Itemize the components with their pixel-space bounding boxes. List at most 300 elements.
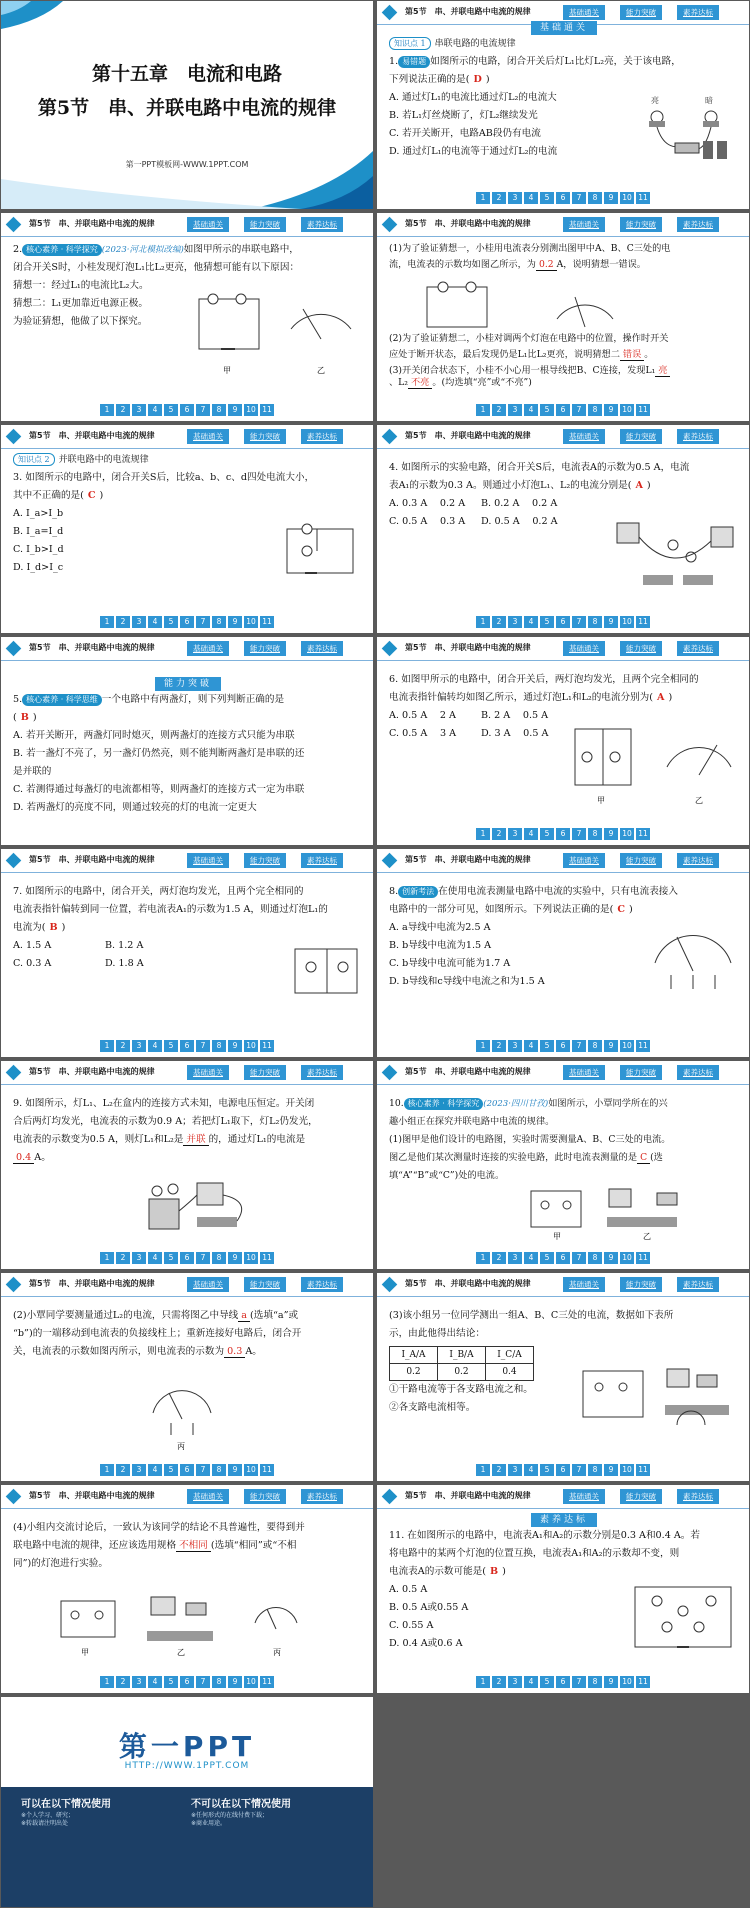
page-link[interactable]: 10: [244, 1252, 258, 1264]
slide-q10-part4: 第5节 串、并联电路中电流的规律 基础通关 能力突破 素养达标 (4)小组内交流讨论后，一致认为该同学的结论不具普遍性，要得到并 联电路中电流的规律，还应该选用规格 不相同 (选填“相同”或“不相 同”)的灯泡进行实验。 甲 乙 丙 1 2 3 4 5 6 7 8 9 10 11: [1, 1485, 373, 1693]
page-link[interactable]: 6: [180, 616, 194, 628]
slide-header: [377, 849, 749, 873]
page-link[interactable]: 8: [212, 1252, 226, 1264]
section-title: 第5节 串、并联电路中电流的规律: [37, 97, 337, 119]
slide-header: [1, 1273, 373, 1297]
page-link[interactable]: 9: [604, 192, 618, 204]
page-link[interactable]: 4: [148, 1464, 162, 1476]
page-link[interactable]: 11: [260, 616, 274, 628]
tab-basic[interactable]: 基础通关: [563, 1277, 605, 1292]
page-link[interactable]: 9: [604, 1676, 618, 1688]
footer-slide: [1, 1697, 373, 1907]
circuit-figure: [613, 517, 741, 595]
header-title: 第5节 串、并联电路中电流的规律: [405, 1491, 531, 1500]
answer-blank: C: [637, 1152, 650, 1164]
header-title: 第5节 串、并联电路中电流的规律: [29, 643, 155, 652]
page-link[interactable]: 11: [636, 192, 650, 204]
tab-literacy[interactable]: 素养达标: [301, 641, 343, 656]
page-link[interactable]: 5: [164, 404, 178, 416]
answer-blank: 错误: [620, 349, 644, 361]
page-link[interactable]: 10: [620, 192, 634, 204]
tab-literacy[interactable]: 素养达标: [677, 853, 719, 868]
circuit-figure: [577, 1365, 737, 1445]
diamond-icon: [382, 641, 398, 657]
header-title: 第5节 串、并联电路中电流的规律: [29, 431, 155, 440]
page-link[interactable]: 1: [476, 1040, 490, 1052]
slide-q6: 第5节 串、并联电路中电流的规律 基础通关 能力突破 素养达标 6. 如图甲所示的电路中，闭合开关后，两灯泡均发光，且两个完全相同的 电流表指针偏转均如图乙所示，通过灯泡L₁和L₂的电流分别为( A ) A. 0.5 A 2 A B. 2 A 0.5 A C. 0.5 A 3 A D. 3 A 0.5 A 甲 乙 1 2 3 4 5 6 7 8 9 10 11: [377, 637, 749, 845]
page-link[interactable]: 4: [524, 1464, 538, 1476]
page-link[interactable]: 11: [260, 404, 274, 416]
page-link[interactable]: 8: [588, 1464, 602, 1476]
page-link[interactable]: 8: [212, 616, 226, 628]
diamond-icon: [382, 5, 398, 21]
page-link[interactable]: 6: [180, 1676, 194, 1688]
slide-q7: 第5节 串、并联电路中电流的规律 基础通关 能力突破 素养达标 7. 如图所示的电路中，闭合开关，两灯泡均发光，且两个完全相同的 电流表指针偏转到同一位置，若电流表A₁的示数为1.5 A，则通过灯泡L₁的 电流为( B ) A. 1.5 A B. 1.2 A C. 0.3 A D. 1.8 A 1 2 3 4 5 6 7 8 9 10 11: [1, 849, 373, 1057]
slide-header: [377, 213, 749, 237]
page-link[interactable]: 1: [100, 404, 114, 416]
slide-q3: 第5节 串、并联电路中电流的规律 基础通关 能力突破 素养达标 知识点 2 并联电路中的电流规律 3. 如图所示的电路中，闭合开关S后，比较a、b、c、d四处电流大小， 其中不正确的是( C ) A. I_a>I_b B. I_a=I_d C. I_b>I_d D. I_d>I_c 1 2 3 4 5 6 7 8 9 10 11: [1, 425, 373, 633]
page-link[interactable]: 4: [524, 404, 538, 416]
diamond-icon: [382, 217, 398, 233]
page-link[interactable]: 11: [636, 1464, 650, 1476]
page-link[interactable]: 2: [116, 1252, 130, 1264]
page-link[interactable]: 1: [476, 1676, 490, 1688]
page-link[interactable]: 8: [588, 404, 602, 416]
page-link[interactable]: 7: [572, 404, 586, 416]
page-link[interactable]: 5: [540, 192, 554, 204]
page-link[interactable]: 9: [604, 1040, 618, 1052]
page-link[interactable]: 7: [196, 404, 210, 416]
page-link[interactable]: 1: [476, 828, 490, 840]
page-link[interactable]: 1: [476, 1252, 490, 1264]
page-link[interactable]: 6: [556, 616, 570, 628]
page-link[interactable]: 3: [508, 616, 522, 628]
slide-header: [377, 425, 749, 449]
tab-literacy[interactable]: 素养达标: [677, 5, 719, 20]
svg-text:亮: 亮: [651, 96, 659, 105]
page-link[interactable]: 7: [572, 828, 586, 840]
page-link[interactable]: 11: [260, 1040, 274, 1052]
tab-literacy[interactable]: 素养达标: [301, 853, 343, 868]
page-link[interactable]: 1: [476, 1464, 490, 1476]
tab-literacy[interactable]: 素养达标: [677, 641, 719, 656]
table-header: I_C/A: [486, 1347, 534, 1364]
svg-text:甲: 甲: [553, 1232, 561, 1241]
page-link[interactable]: 3: [132, 1252, 146, 1264]
page-link[interactable]: 2: [492, 192, 506, 204]
circuit-figure: [567, 723, 739, 807]
page-link[interactable]: 3: [508, 1040, 522, 1052]
page-link[interactable]: 7: [196, 1252, 210, 1264]
page-link[interactable]: 10: [620, 616, 634, 628]
page-link[interactable]: 2: [116, 1464, 130, 1476]
page-link[interactable]: 1: [476, 404, 490, 416]
page-link[interactable]: 8: [212, 1464, 226, 1476]
svg-text:乙: 乙: [317, 366, 325, 375]
slide-q1: 第5节 串、并联电路中电流的规律 基础通关 能力突破 素养达标 基础通关 知识点 1 串联电路的电流规律 1. 易错题 如图所示的电路，闭合开关后灯L₁比灯L₂亮，关于该电路， 下列说法正确的是( D ) A. 通过灯L₁的电流比通过灯L₂的电流大 B. 若L₁灯丝烧断了，灯L₂继续发光 C. 若开关断开，电路AB段仍有电流 D. 通过灯L₁的电流等于通过灯L₂的电流 亮 暗 1 2 3 4 5 6 7 8 9 10 11: [377, 1, 749, 209]
page-link[interactable]: 7: [572, 1040, 586, 1052]
diamond-icon: [6, 1277, 22, 1293]
page-link[interactable]: 9: [604, 616, 618, 628]
pagination: [377, 616, 749, 628]
page-link[interactable]: 1: [100, 616, 114, 628]
page-link[interactable]: 9: [228, 1040, 242, 1052]
slide-q10-part3: 第5节 串、并联电路中电流的规律 基础通关 能力突破 素养达标 (3)该小组另一位同学测出一组A、B、C三处的电流，数据如下表所 示，由此他得出结论： I_A/A I_B/A I_C/A 0.2 0.2 0.4 ①干路电流等于各支路电流之和。 ②各支路电流相等。 1 2 3 4 5 6 7 8 9 10 11: [377, 1273, 749, 1481]
tab-basic[interactable]: 基础通关: [187, 853, 229, 868]
page-link[interactable]: 3: [508, 1464, 522, 1476]
page-link[interactable]: 9: [228, 1252, 242, 1264]
tab-ability[interactable]: 能力突破: [620, 1277, 662, 1292]
tab-literacy[interactable]: 素养达标: [301, 429, 343, 444]
page-link[interactable]: 7: [572, 192, 586, 204]
page-link[interactable]: 11: [636, 404, 650, 416]
ammeter-figure: [647, 923, 739, 993]
page-link[interactable]: 5: [540, 1464, 554, 1476]
page-link[interactable]: 11: [636, 1676, 650, 1688]
page-link[interactable]: 9: [604, 1252, 618, 1264]
diamond-icon: [6, 217, 22, 233]
tab-ability[interactable]: 能力突破: [620, 217, 662, 232]
answer: D: [473, 74, 482, 85]
page-link[interactable]: 11: [636, 616, 650, 628]
tag-badge: 核心素养 · 科学探究: [404, 1098, 484, 1110]
circuit-figure: [41, 1591, 351, 1661]
page-link[interactable]: 7: [196, 616, 210, 628]
page-link[interactable]: 5: [540, 616, 554, 628]
knowledge-point: 知识点 2 并联电路中的电流规律: [13, 451, 363, 469]
page-link[interactable]: 7: [196, 1040, 210, 1052]
page-link[interactable]: 10: [620, 1040, 634, 1052]
page-link[interactable]: 6: [556, 828, 570, 840]
slide-header: [1, 425, 373, 449]
page-link[interactable]: 6: [180, 1464, 194, 1476]
table-cell: 0.4: [486, 1364, 534, 1381]
page-link[interactable]: 3: [508, 192, 522, 204]
tab-ability[interactable]: 能力突破: [620, 1065, 662, 1080]
section-banner: 基础通关: [531, 21, 597, 35]
page-link[interactable]: 3: [132, 1464, 146, 1476]
page-link[interactable]: 8: [588, 192, 602, 204]
page-link[interactable]: 5: [540, 1676, 554, 1688]
circuit-figure: [635, 93, 739, 163]
ammeter-figure: [147, 1377, 217, 1451]
slide-q8: 第5节 串、并联电路中电流的规律 基础通关 能力突破 素养达标 8. 创新考法 在使用电流表测量电路中电流的实验中，只有电流表接入 电路中的一部分可见，如图所示。下列说法正确的是( C ) A. a导线中电流为2.5 A B. b导线中电流为1.5 A C. b导线中电流可能为1.7 A D. b导线和c导线中电流之和为1.5 A 1 2 3 4 5 6 7 8 9 10 11: [377, 849, 749, 1057]
tab-literacy[interactable]: 素养达标: [301, 1065, 343, 1080]
slide-header: [1, 1485, 373, 1509]
tag-badge: 易错题: [398, 56, 430, 68]
page-link[interactable]: 4: [148, 1040, 162, 1052]
page-link[interactable]: 5: [540, 404, 554, 416]
page-link[interactable]: 2: [492, 1040, 506, 1052]
page-link[interactable]: 4: [524, 828, 538, 840]
slide-q2-cont: 第5节 串、并联电路中电流的规律 基础通关 能力突破 素养达标 (1)为了验证猜想一，小桂用电流表分别测出图甲中A、B、C三处的电 流，电流表的示数均如图乙所示，为 0.2 A，说明猜想一错误。 (2)为了验证猜想二，小桂对调两个灯泡在电路中的位置，操作时开关 应处于断开状态，最后发现仍是L₁比L₂更亮，说明猜想二 错误 。 (3)开关闭合状态下，小桂不小心用一根导线把B、C连接，发现L₁ 亮 、L₂ 不亮 。(均选填“亮”或“不亮”) 1 2 3 4 5 6 7 8 9 10 11: [377, 213, 749, 421]
page-link[interactable]: 3: [508, 1676, 522, 1688]
diamond-icon: [6, 429, 22, 445]
pagination: [377, 1252, 749, 1264]
page-link[interactable]: 7: [572, 1676, 586, 1688]
tab-basic[interactable]: 基础通关: [187, 429, 229, 444]
tab-ability[interactable]: 能力突破: [244, 853, 286, 868]
page-link[interactable]: 2: [116, 404, 130, 416]
page-link[interactable]: 2: [492, 616, 506, 628]
svg-text:乙: 乙: [643, 1232, 651, 1241]
page-link[interactable]: 11: [636, 1252, 650, 1264]
answer: A: [657, 692, 665, 703]
page-link[interactable]: 1: [100, 1676, 114, 1688]
tab-basic[interactable]: 基础通关: [563, 5, 605, 20]
diamond-icon: [382, 429, 398, 445]
page-link[interactable]: 6: [556, 1676, 570, 1688]
page-link[interactable]: 3: [132, 616, 146, 628]
page-link[interactable]: 6: [556, 404, 570, 416]
diamond-icon: [382, 1489, 398, 1505]
page-link[interactable]: 2: [116, 1040, 130, 1052]
page-link[interactable]: 10: [620, 1676, 634, 1688]
page-link[interactable]: 8: [588, 1676, 602, 1688]
slide-q2: 第5节 串、并联电路中电流的规律 基础通关 能力突破 素养达标 2. 核心素养 · 科学探究 (2023·河北模拟改编)如图甲所示的串联电路中， 闭合开关S时，小桂发现灯泡L₁比L₂更亮，他猜想可能有以下原因： 猜想一：经过L₁的电流比L₂大。 猜想二：L₁更加靠近电源正极。 为验证猜想，他做了以下探究。 甲 乙 1 2 3 4 5 6 7 8 9 10 11: [1, 213, 373, 421]
page-link[interactable]: 9: [604, 404, 618, 416]
page-link[interactable]: 6: [556, 1040, 570, 1052]
knowledge-point: 知识点 1 串联电路的电流规律: [389, 35, 739, 53]
tab-literacy[interactable]: 素养达标: [301, 217, 343, 232]
tab-literacy[interactable]: 素养达标: [677, 429, 719, 444]
diamond-icon: [6, 853, 22, 869]
diamond-icon: [6, 641, 22, 657]
page-link[interactable]: 8: [212, 1676, 226, 1688]
page-link[interactable]: 9: [228, 1676, 242, 1688]
page-link[interactable]: 2: [116, 1676, 130, 1688]
tab-literacy[interactable]: 素养达标: [677, 217, 719, 232]
page-link[interactable]: 8: [212, 1040, 226, 1052]
page-link[interactable]: 7: [196, 1676, 210, 1688]
page-link[interactable]: 10: [620, 1252, 634, 1264]
section-banner: 能力突破: [155, 677, 221, 691]
page-link[interactable]: 10: [620, 1464, 634, 1476]
pagination: [1, 1464, 373, 1476]
page-link[interactable]: 4: [524, 616, 538, 628]
tab-literacy[interactable]: 素养达标: [301, 1489, 343, 1504]
page-link[interactable]: 2: [492, 1252, 506, 1264]
tab-ability[interactable]: 能力突破: [244, 217, 286, 232]
circuit-figure: [627, 1581, 739, 1659]
tab-basic[interactable]: 基础通关: [187, 217, 229, 232]
page-link[interactable]: 10: [620, 828, 634, 840]
page-link[interactable]: 1: [100, 1464, 114, 1476]
tab-ability[interactable]: 能力突破: [244, 1489, 286, 1504]
can-use-item: ※个人学习、研究；: [21, 1812, 75, 1819]
page-link[interactable]: 1: [476, 192, 490, 204]
tab-literacy[interactable]: 素养达标: [677, 1489, 719, 1504]
page-link[interactable]: 10: [244, 1676, 258, 1688]
page-link[interactable]: 8: [212, 404, 226, 416]
svg-text:丙: 丙: [273, 1648, 281, 1657]
circuit-figure: [277, 521, 363, 585]
tab-ability[interactable]: 能力突破: [620, 5, 662, 20]
answer-blank: 0.4: [13, 1152, 34, 1164]
page-link[interactable]: 8: [588, 616, 602, 628]
page-link[interactable]: 3: [508, 404, 522, 416]
tab-basic[interactable]: 基础通关: [563, 853, 605, 868]
table-cell: 0.2: [438, 1364, 486, 1381]
diamond-icon: [6, 1065, 22, 1081]
tab-ability[interactable]: 能力突破: [620, 1489, 662, 1504]
page-link[interactable]: 6: [180, 1252, 194, 1264]
answer-blank: 0.3: [224, 1346, 245, 1358]
page-link[interactable]: 7: [196, 1464, 210, 1476]
page-link[interactable]: 8: [588, 828, 602, 840]
circuit-figure: [141, 1171, 261, 1237]
page-link[interactable]: 10: [244, 404, 258, 416]
tab-ability[interactable]: 能力突破: [620, 429, 662, 444]
slide-q9: 第5节 串、并联电路中电流的规律 基础通关 能力突破 素养达标 9. 如图所示，灯L₁、L₂在盒内的连接方式未知，电源电压恒定。开关闭 合后两灯均发光，电流表的示数为0.9 A；若把灯L₁取下，灯L₂仍发光， 电流表的示数变为0.5 A，则灯L₁和L₂是 并联 的，通过灯L₁的电流是 0.4 A。 1 2 3 4 5 6 7 8 9 10 11: [1, 1061, 373, 1269]
slide-header: [1, 637, 373, 661]
page-link[interactable]: 5: [540, 1252, 554, 1264]
tab-basic[interactable]: 基础通关: [563, 217, 605, 232]
page-link[interactable]: 4: [148, 616, 162, 628]
section-banner: 素养达标: [531, 1513, 597, 1527]
page-link[interactable]: 9: [604, 828, 618, 840]
answer: C: [87, 490, 96, 501]
can-use-title: 可以在以下情况使用: [21, 1799, 111, 1810]
tab-basic[interactable]: 基础通关: [187, 1277, 229, 1292]
tab-literacy[interactable]: 素养达标: [677, 1277, 719, 1292]
tab-ability[interactable]: 能力突破: [244, 1065, 286, 1080]
page-link[interactable]: 2: [492, 1464, 506, 1476]
page-link[interactable]: 5: [164, 1464, 178, 1476]
tab-basic[interactable]: 基础通关: [563, 429, 605, 444]
page-link[interactable]: 6: [556, 1464, 570, 1476]
diamond-icon: [6, 1489, 22, 1505]
page-link[interactable]: 10: [244, 1464, 258, 1476]
page-link[interactable]: 5: [164, 616, 178, 628]
page-link[interactable]: 2: [492, 1676, 506, 1688]
diamond-icon: [382, 853, 398, 869]
page-link[interactable]: 10: [244, 1040, 258, 1052]
page-link[interactable]: 11: [260, 1252, 274, 1264]
page-link[interactable]: 3: [132, 404, 146, 416]
answer: B: [20, 712, 29, 723]
header-title: 第5节 串、并联电路中电流的规律: [405, 1067, 531, 1076]
slide-q11: 第5节 串、并联电路中电流的规律 基础通关 能力突破 素养达标 素养达标 11. 在如图所示的电路中，电流表A₁和A₂的示数分别是0.3 A和0.4 A。若 将电路中的某两个灯泡的位置互换，电流表A₁和A₂的示数却不变，则 电流表A的示数可能是( B ) A. 0.5 A B. 0.5 A或0.55 A C. 0.55 A D. 0.4 A或0.6 A 1 2 3 4 5 6 7 8 9 10 11: [377, 1485, 749, 1693]
header-title: 第5节 串、并联电路中电流的规律: [29, 219, 155, 228]
tab-ability[interactable]: 能力突破: [620, 641, 662, 656]
pagination: [1, 1676, 373, 1688]
page-link[interactable]: 2: [116, 616, 130, 628]
page-link[interactable]: 7: [572, 616, 586, 628]
page-link[interactable]: 4: [524, 1252, 538, 1264]
page-link[interactable]: 10: [244, 616, 258, 628]
tab-basic[interactable]: 基础通关: [563, 1489, 605, 1504]
slide-header: [1, 1061, 373, 1085]
tab-ability[interactable]: 能力突破: [244, 1277, 286, 1292]
page-link[interactable]: 6: [556, 192, 570, 204]
page-link[interactable]: 5: [540, 1040, 554, 1052]
tab-basic[interactable]: 基础通关: [187, 1065, 229, 1080]
page-link[interactable]: 11: [636, 1040, 650, 1052]
page-link[interactable]: 8: [588, 1252, 602, 1264]
header-title: 第5节 串、并联电路中电流的规律: [405, 855, 531, 864]
header-title: 第5节 串、并联电路中电流的规律: [405, 219, 531, 228]
page-link[interactable]: 4: [148, 1252, 162, 1264]
pagination: [377, 1464, 749, 1476]
page-link[interactable]: 2: [492, 828, 506, 840]
slide-q10-part2: 第5节 串、并联电路中电流的规律 基础通关 能力突破 素养达标 (2)小覃同学要测量通过L₂的电流，只需将图乙中导线 a (选填“a”或 “b”)的一端移动到电流表的负接线柱上；重新连接好电路后，闭合开 关，电流表的示数如图丙所示，则电流表的示数为 0.3 A。 丙 1 2 3 4 5 6 7 8 9 10 11: [1, 1273, 373, 1481]
table-header: I_A/A: [390, 1347, 438, 1364]
tab-basic[interactable]: 基础通关: [563, 641, 605, 656]
page-link[interactable]: 5: [164, 1676, 178, 1688]
page-link[interactable]: 3: [508, 828, 522, 840]
page-link[interactable]: 5: [164, 1252, 178, 1264]
tab-literacy[interactable]: 素养达标: [301, 1277, 343, 1292]
page-link[interactable]: 4: [148, 404, 162, 416]
page-link[interactable]: 9: [228, 1464, 242, 1476]
page-link[interactable]: 10: [620, 404, 634, 416]
tab-ability[interactable]: 能力突破: [244, 429, 286, 444]
page-link[interactable]: 1: [100, 1040, 114, 1052]
page-link[interactable]: 9: [604, 1464, 618, 1476]
page-link[interactable]: 4: [524, 1040, 538, 1052]
answer: A: [635, 480, 643, 491]
page-link[interactable]: 11: [636, 828, 650, 840]
tab-literacy[interactable]: 素养达标: [677, 1065, 719, 1080]
page-link[interactable]: 5: [540, 828, 554, 840]
pagination: [377, 404, 749, 416]
slide-header: [377, 1485, 749, 1509]
page-link[interactable]: 3: [508, 1252, 522, 1264]
page-link[interactable]: 6: [180, 1040, 194, 1052]
page-link[interactable]: 7: [572, 1464, 586, 1476]
page-link[interactable]: 1: [476, 616, 490, 628]
header-title: 第5节 串、并联电路中电流的规律: [405, 643, 531, 652]
page-link[interactable]: 3: [132, 1040, 146, 1052]
page-link[interactable]: 9: [228, 404, 242, 416]
page-link[interactable]: 2: [492, 404, 506, 416]
page-link[interactable]: 1: [100, 1252, 114, 1264]
tab-ability[interactable]: 能力突破: [244, 641, 286, 656]
page-link[interactable]: 9: [228, 616, 242, 628]
answer-blank: 不相同: [176, 1540, 211, 1552]
tab-basic[interactable]: 基础通关: [187, 641, 229, 656]
circuit-figure: [289, 943, 363, 1001]
data-table: [389, 1346, 534, 1381]
page-link[interactable]: 6: [556, 1252, 570, 1264]
page-link[interactable]: 7: [572, 1252, 586, 1264]
svg-text:甲: 甲: [597, 796, 605, 805]
answer-blank: 0.2: [536, 259, 557, 271]
page-link[interactable]: 11: [260, 1464, 274, 1476]
pagination: [377, 1676, 749, 1688]
page-link[interactable]: 4: [524, 192, 538, 204]
svg-text:乙: 乙: [695, 796, 703, 805]
page-link[interactable]: 4: [524, 1676, 538, 1688]
title-wave-decoration: [1, 1, 373, 209]
page-link[interactable]: 3: [132, 1676, 146, 1688]
page-link[interactable]: 6: [180, 404, 194, 416]
tab-ability[interactable]: 能力突破: [620, 853, 662, 868]
slide-q5: 第5节 串、并联电路中电流的规律 基础通关 能力突破 素养达标 能力突破 5. 核心素养 · 科学思维 一个电路中有两盏灯，则下列判断正确的是 ( B ) A. 若开关断开，两盏灯同时熄灭，则两盏灯的连接方式只能为串联 B. 若一盏灯不亮了，另一盏灯仍然亮，则不能判断两盏灯是串联的还 是并联的 C. 若测得通过每盏灯的电流都相等，则两盏灯的连接方式一定为串联 D. 若两盏灯的亮度不同，则通过较亮的灯的电流一定更大: [1, 637, 373, 845]
pagination: [1, 404, 373, 416]
title-slide: [1, 1, 373, 209]
page-link[interactable]: 4: [148, 1676, 162, 1688]
chapter-title: 第十五章 电流和电路: [91, 63, 282, 85]
page-link[interactable]: 8: [588, 1040, 602, 1052]
slide-q4: 第5节 串、并联电路中电流的规律 基础通关 能力突破 素养达标 4. 如图所示的实验电路，闭合开关S后，电流表A的示数为0.5 A，电流 表A₁的示数为0.3 A。则通过小灯泡L₁、L₂的电流分别是( A ) A. 0.3 A 0.2 A B. 0.2 A 0.2 A C. 0.5 A 0.3 A D. 0.5 A 0.2 A 1 2 3 4 5 6 7 8 9 10 11: [377, 425, 749, 633]
tab-basic[interactable]: 基础通关: [563, 1065, 605, 1080]
page-link[interactable]: 5: [164, 1040, 178, 1052]
tab-basic[interactable]: 基础通关: [187, 1489, 229, 1504]
page-link[interactable]: 11: [260, 1676, 274, 1688]
header-title: 第5节 串、并联电路中电流的规律: [29, 1491, 155, 1500]
